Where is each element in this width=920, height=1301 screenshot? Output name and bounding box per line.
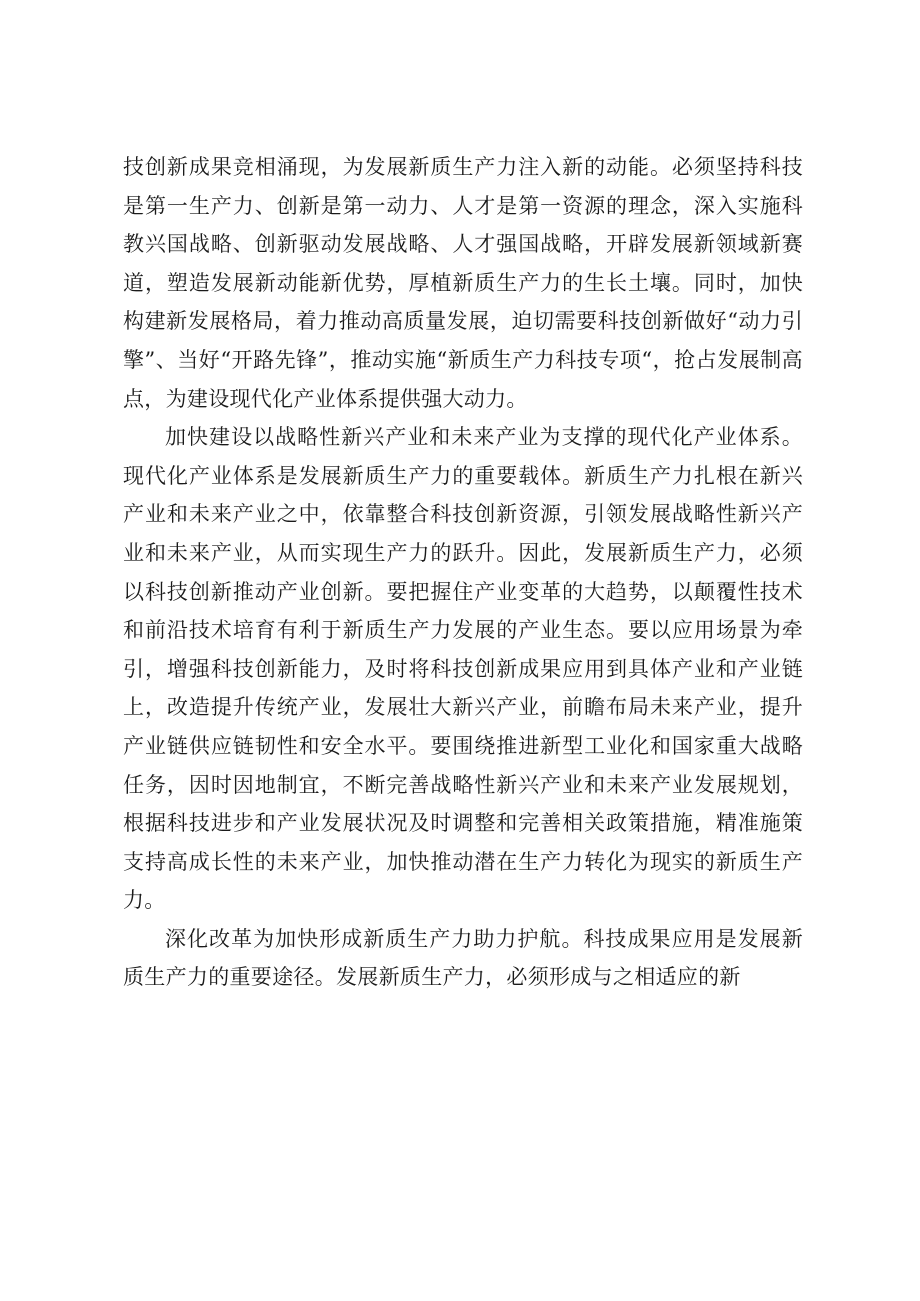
document-body — [123, 148, 803, 997]
paragraph-industrial-system: 加快建设以战略性新兴产业和未来产业为支撑的现代化产业体系。现代化产业体系是发展新质生产力的重要载体。新质生产力扎根在新兴产业和未来产业之中，依靠整合科技创新资源，引领发展战略性新兴产业和未来产业，从而实现生产力的跃升。因此，发展新质生产力，必须以科技创新推动产业创新。要把握住产业变革的大趋势，以颠覆性技术和前沿技术培育有利于新质生产力发展的产业生态。要以应用场景为牵引，增强科技创新能力，及时将科技创新成果应用到具体产业和产业链上，改造提升传统产业，发展壮大新兴产业，前瞻布局未来产业，提升产业链供应链韧性和安全水平。要围绕推进新型工业化和国家重大战略任务，因时因地制宜，不断完善战略性新兴产业和未来产业发展规划，根据科技进步和产业发展状况及时调整和完善相关政策措施，精准施策支持高成长性的未来产业，加快推动潜在生产力转化为现实的新质生产力。 — [123, 425, 803, 913]
paragraph-continuation: 技创新成果竞相涌现，为发展新质生产力注入新的动能。必须坚持科技是第一生产力、创新是第一动力、人才是第一资源的理念，深入实施科教兴国战略、创新驱动发展战略、人才强国战略，开辟发展新领域新赛道，塑造发展新动能新优势，厚植新质生产力的生长土壤。同时，加快构建新发展格局，着力推动高质量发展，迫切需要科技创新做好“动力引擎”、当好“开路先锋”，推动实施“新质生产力科技专项“，抢占发展制高点，为建设现代化产业体系提供强大动力。 — [123, 155, 803, 411]
paragraph-deepen-reform: 深化改革为加快形成新质生产力助力护航。科技成果应用是发展新质生产力的重要途径。发展新质生产力，必须形成与之相适应的新 — [123, 926, 803, 990]
